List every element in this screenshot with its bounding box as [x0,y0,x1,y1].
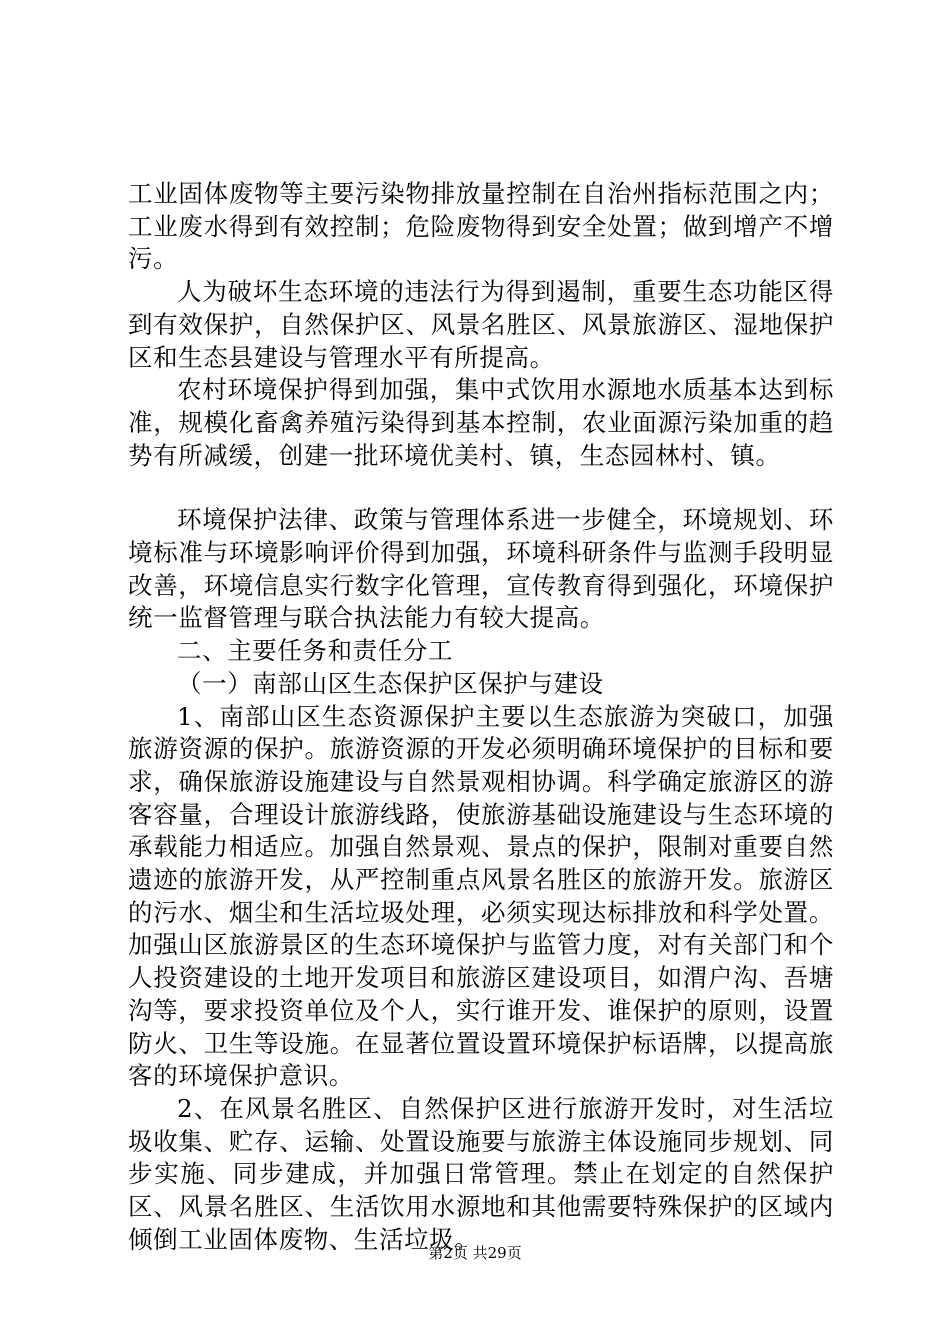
paragraph-management-system: 环境保护法律、政策与管理体系进一步健全，环境规划、环境标准与环境影响评价得到加强，环境科研条件与监测手段明显改善，环境信息实行数字化管理，宣传教育得到强化，环境保护统一监督管理与联合执法能力有较大提高。 [128,505,834,633]
section-heading-tasks: 二、主要任务和责任分工 [177,636,454,666]
page-number-footer: 第2页 共29页 [428,1244,522,1262]
subsection-heading-southern-mountains: （一）南部山区生态保护区保护与建设 [177,668,604,698]
paragraph-item-2-scenic-areas: 2、在风景名胜区、自然保护区进行旅游开发时，对生活垃圾收集、贮存、运输、处置设施要与旅游主体设施同步规划、同步实施、同步建成，并加强日常管理。禁止在划定的自然保护区、风景名胜区、生活饮用水源地和其他需要特殊保护的区域内倾倒工业固体废物、生活垃圾。 [128,1093,834,1254]
paragraph-rural-environment: 农村环境保护得到加强，集中式饮用水源地水质基本达到标准，规模化畜禽养殖污染得到基本控制，农业面源污染加重的趋势有所减缓，创建一批环境优美村、镇，生态园林村、镇。 [128,375,834,470]
paragraph-ecology-protection: 人为破坏生态环境的违法行为得到遏制，重要生态功能区得到有效保护，自然保护区、风景名胜区、风景旅游区、湿地保护区和生态县建设与管理水平有所提高。 [128,277,834,372]
document-body [128,178,834,1257]
paragraph-item-1-tourism: 1、南部山区生态资源保护主要以生态旅游为突破口，加强旅游资源的保护。旅游资源的开发必须明确环境保护的目标和要求，确保旅游设施建设与自然景观相协调。科学确定旅游区的游客容量，合理设计旅游线路，使旅游基础设施建设与生态环境的承载能力相适应。加强自然景观、景点的保护，限制对重要自然遗迹的旅游开发，从严控制重点风景名胜区的旅游开发。旅游区的污水、烟尘和生活垃圾处理，必须实现达标排放和科学处置。加强山区旅游景区的生态环境保护与监管力度，对有关部门和个人投资建设的土地开发项目和旅游区建设项目，如渭户沟、吾塘沟等，要求投资单位及个人，实行谁开发、谁保护的原则，设置防火、卫生等设施。在显著位置设置环境保护标语牌，以提高旅客的环境保护意识。 [128,701,834,1091]
paragraph-pollutant-control: 工业固体废物等主要污染物排放量控制在自治州指标范围之内；工业废水得到有效控制；危险废物得到安全处置；做到增产不增污。 [128,179,834,274]
